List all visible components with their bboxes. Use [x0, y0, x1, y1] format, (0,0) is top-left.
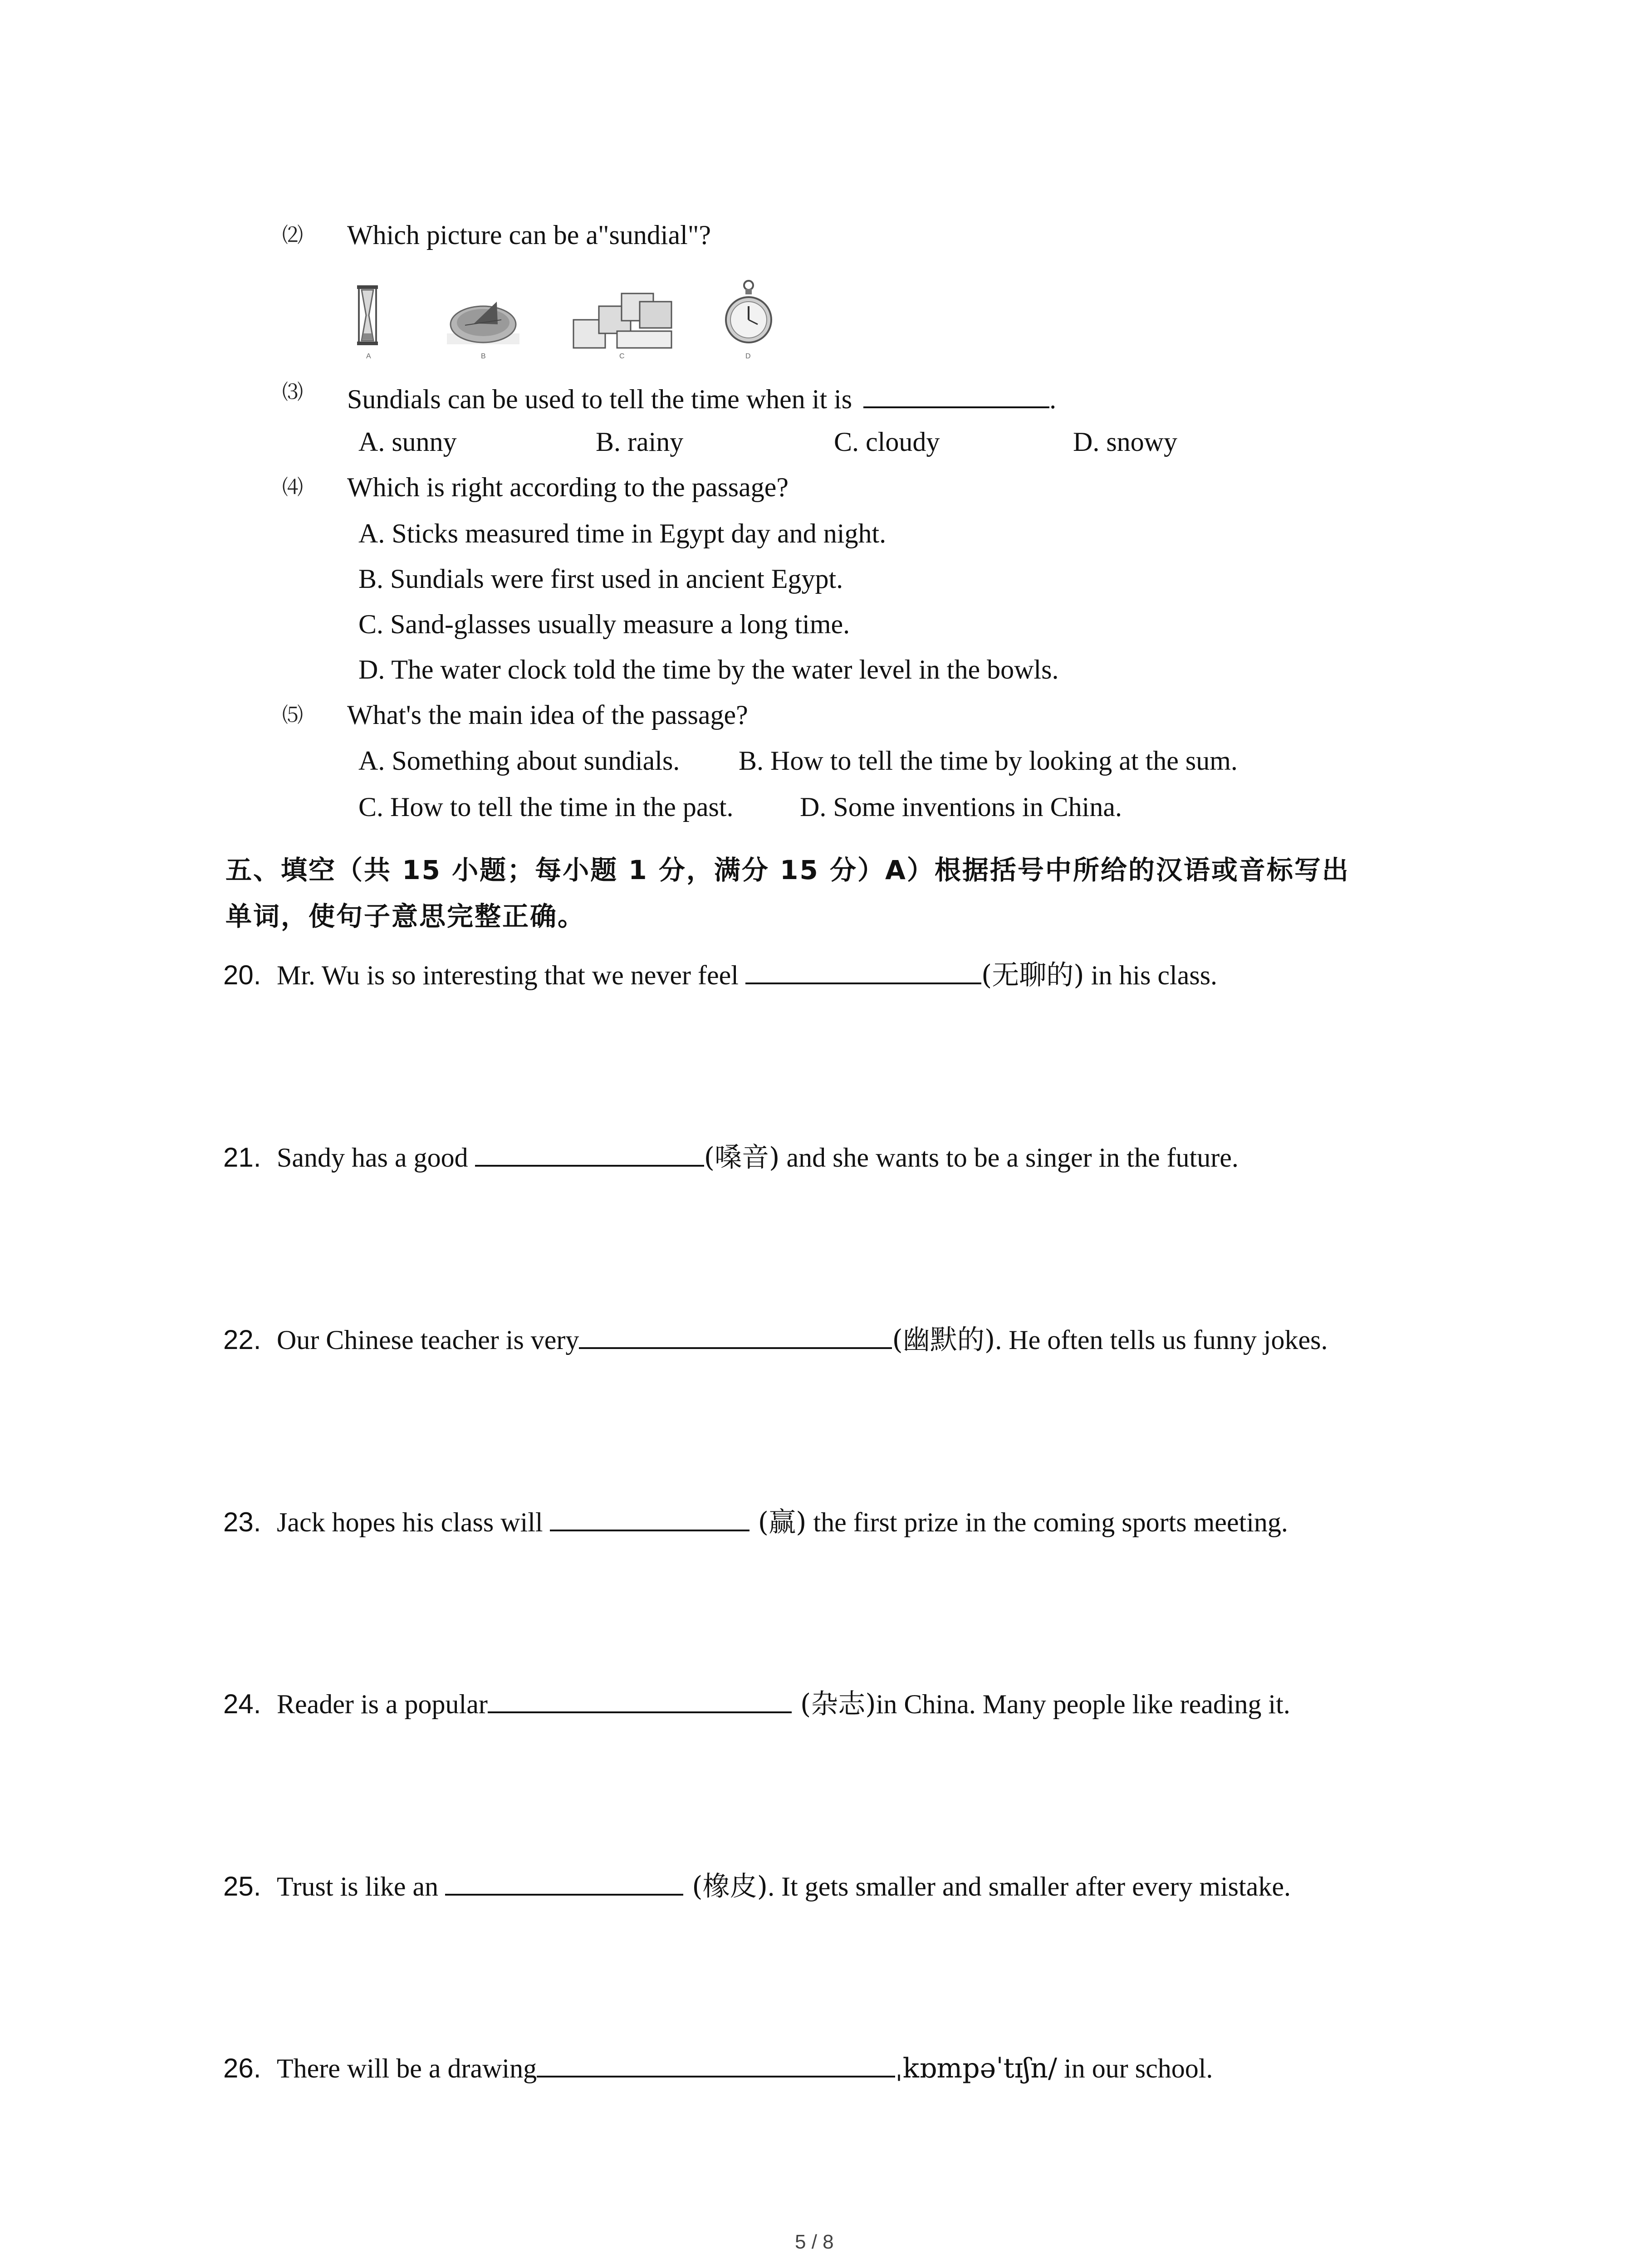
answer-blank[interactable] — [745, 956, 981, 984]
fill-item-21 — [223, 1139, 1239, 1174]
option-c: C. How to tell the time in the past. — [358, 792, 734, 822]
item-text-before: Trust is like an — [277, 1872, 446, 1901]
item-number: 24. — [223, 1689, 261, 1719]
section-heading-line2: 单词，使句子意思完整正确。 — [225, 901, 586, 932]
question-number: ⑸ — [282, 703, 303, 727]
answer-blank[interactable] — [475, 1139, 704, 1167]
item-number: 23. — [223, 1507, 261, 1537]
fill-item-25 — [223, 1867, 1291, 1903]
water-clock-picture — [572, 288, 676, 349]
option-b: B. How to tell the time by looking at the sum. — [739, 746, 1238, 776]
item-text-before: Sandy has a good — [277, 1143, 475, 1173]
sundial-choice-pictures — [352, 279, 796, 365]
answer-blank[interactable] — [445, 1867, 683, 1896]
fill-item-22 — [223, 1321, 1327, 1356]
item-hint: (杂志) — [791, 1688, 876, 1720]
option-d: D. The water clock told the time by the water level in the bowls. — [358, 655, 1059, 684]
item-hint: (无聊的) — [981, 959, 1084, 991]
section-heading-line1: 五、填空（共 15 小题；每小题 1 分，满分 15 分）A）根据括号中所给的汉语或音标写出 — [225, 855, 1350, 885]
item-number: 22. — [223, 1325, 261, 1355]
item-hint: (赢) — [749, 1506, 807, 1538]
item-number: 26. — [223, 2053, 261, 2083]
item-hint: (橡皮) — [683, 1871, 768, 1902]
answer-blank[interactable] — [579, 1321, 892, 1349]
option-d: D. snowy — [1073, 427, 1178, 457]
choice-letter: C — [619, 352, 625, 360]
item-text-after: . He often tells us funny jokes. — [995, 1325, 1328, 1355]
item-hint: ˌkɒmpəˈtɪʃn/ — [895, 2053, 1058, 2084]
option-a: A. Sticks measured time in Egypt day and night. — [358, 518, 887, 548]
question-stem: Sundials can be used to tell the time when it is — [347, 384, 852, 414]
item-number: 20. — [223, 960, 261, 990]
choice-letter: D — [745, 352, 751, 360]
question-text: Which picture can be a"sundial"? — [347, 220, 711, 250]
fill-item-23 — [223, 1503, 1288, 1539]
question-text: Which is right according to the passage? — [347, 472, 789, 502]
option-a: A. Something about sundials. — [358, 746, 680, 776]
item-text-before: There will be a drawing — [277, 2053, 537, 2083]
question-end: . — [1049, 384, 1057, 414]
item-text-before: Mr. Wu is so interesting that we never feel — [277, 960, 745, 990]
item-text-after: in China. Many people like reading it. — [876, 1689, 1290, 1719]
item-text-after: in his class. — [1084, 960, 1218, 990]
choice-letter: A — [366, 352, 371, 360]
fill-item-24 — [223, 1685, 1290, 1721]
item-number: 25. — [223, 1871, 261, 1901]
option-b: B. rainy — [596, 427, 684, 457]
question-text — [347, 380, 1056, 415]
choice-letter: B — [481, 352, 486, 360]
pocket-watch-picture — [724, 279, 774, 352]
question-text: What's the main idea of the passage? — [347, 700, 748, 730]
item-text-before: Our Chinese teacher is very — [277, 1325, 579, 1355]
option-d: D. Some inventions in China. — [800, 792, 1122, 822]
answer-blank[interactable] — [488, 1685, 792, 1713]
option-a: A. sunny — [358, 427, 457, 457]
item-hint: (嗓音) — [704, 1142, 780, 1173]
sundial-picture — [447, 288, 519, 347]
fill-item-26 — [223, 2049, 1213, 2085]
question-number: ⑶ — [282, 380, 303, 404]
answer-blank[interactable] — [537, 2049, 895, 2077]
item-text-after: . It gets smaller and smaller after every mistake. — [768, 1872, 1291, 1901]
page-number: 5 / 8 — [795, 2231, 834, 2253]
option-b: B. Sundials were first used in ancient Egypt. — [358, 564, 843, 594]
option-c: C. cloudy — [834, 427, 940, 457]
question-number: ⑷ — [282, 475, 303, 499]
item-hint: (幽默的) — [892, 1324, 995, 1356]
item-text-before: Reader is a popular — [277, 1689, 488, 1719]
answer-blank[interactable] — [550, 1503, 749, 1531]
answer-blank[interactable] — [863, 380, 1049, 408]
item-text-after: the first prize in the coming sports meeting. — [806, 1507, 1288, 1537]
item-text-before: Jack hopes his class will — [277, 1507, 550, 1537]
question-number: ⑵ — [282, 223, 303, 247]
item-number: 21. — [223, 1142, 261, 1173]
item-text-after: in our school. — [1057, 2053, 1213, 2083]
item-text-after: and she wants to be a singer in the future. — [779, 1143, 1239, 1173]
option-c: C. Sand-glasses usually measure a long time. — [358, 609, 850, 639]
fill-item-20 — [223, 956, 1217, 992]
hourglass-picture — [352, 284, 383, 347]
